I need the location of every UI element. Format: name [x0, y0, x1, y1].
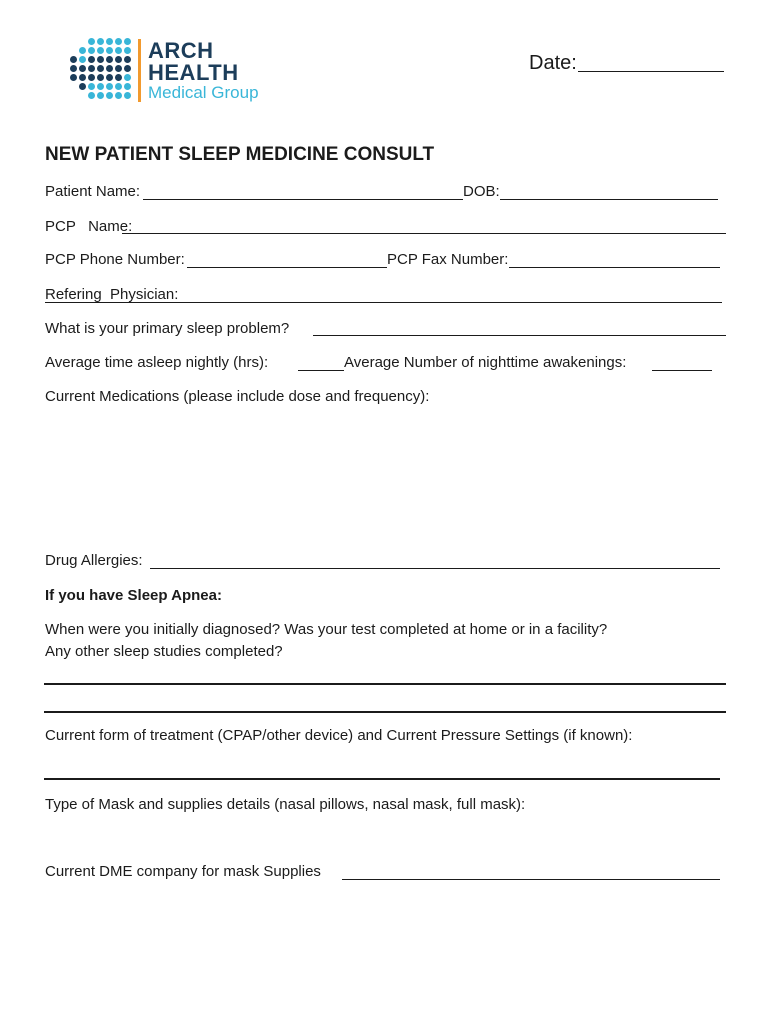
- dob-field[interactable]: [500, 199, 718, 200]
- logo-subtitle: Medical Group: [148, 83, 259, 102]
- pcp-phone-field[interactable]: [187, 267, 387, 268]
- logo-dot: [88, 65, 95, 72]
- drug-allergies-label: Drug Allergies:: [45, 552, 143, 569]
- logo-dot: [88, 92, 95, 99]
- diagnosed-question: When were you initially diagnosed? Was your test completed at home or in a facility?: [45, 621, 608, 638]
- logo-dot: [79, 56, 86, 63]
- avg-sleep-field[interactable]: [298, 370, 344, 371]
- pcp-fax-field[interactable]: [509, 267, 720, 268]
- logo-dot: [106, 74, 113, 81]
- logo-dot: [115, 56, 122, 63]
- logo-dot: [97, 56, 104, 63]
- logo-dot: [115, 38, 122, 45]
- dme-label: Current DME company for mask Supplies: [45, 863, 321, 880]
- logo-dot: [70, 92, 77, 99]
- logo-dot: [79, 83, 86, 90]
- patient-name-field[interactable]: [143, 199, 463, 200]
- logo-dot: [70, 47, 77, 54]
- logo-dot: [124, 56, 131, 63]
- logo-dot: [115, 92, 122, 99]
- logo-dot: [79, 38, 86, 45]
- logo-dot: [79, 65, 86, 72]
- avg-sleep-label: Average time asleep nightly (hrs):: [45, 354, 269, 371]
- logo-dot: [97, 83, 104, 90]
- treatment-answer-line[interactable]: [44, 778, 720, 780]
- logo-dot: [124, 92, 131, 99]
- logo-dot: [97, 74, 104, 81]
- logo-dot: [88, 47, 95, 54]
- logo-word-arch: ARCH: [148, 38, 214, 63]
- pcp-name-field[interactable]: [122, 233, 726, 234]
- date-field[interactable]: [578, 71, 724, 72]
- logo-dot: [88, 83, 95, 90]
- medications-label: Current Medications (please include dose and frequency):: [45, 388, 430, 405]
- page-title: NEW PATIENT SLEEP MEDICINE CONSULT: [45, 144, 435, 165]
- referring-physician-label: Refering Physician:: [45, 286, 179, 303]
- logo-dot: [106, 56, 113, 63]
- logo-dot: [97, 47, 104, 54]
- avg-awakenings-field[interactable]: [652, 370, 712, 371]
- logo-dot-grid-icon: [70, 38, 134, 104]
- logo-dot: [106, 92, 113, 99]
- logo-dot: [106, 47, 113, 54]
- logo-dot: [115, 47, 122, 54]
- logo-dot: [106, 38, 113, 45]
- avg-awakenings-label: Average Number of nighttime awakenings:: [344, 354, 627, 371]
- logo-dot: [124, 65, 131, 72]
- treatment-label: Current form of treatment (CPAP/other device) and Current Pressure Settings (if known):: [45, 727, 633, 744]
- logo-dot: [97, 92, 104, 99]
- apnea-section-heading: If you have Sleep Apnea:: [45, 587, 222, 604]
- referring-physician-field[interactable]: [45, 302, 722, 303]
- logo-dot: [124, 83, 131, 90]
- logo-dot: [70, 38, 77, 45]
- mask-label: Type of Mask and supplies details (nasal pillows, nasal mask, full mask):: [45, 796, 526, 813]
- logo-dot: [79, 47, 86, 54]
- pcp-fax-label: PCP Fax Number:: [387, 251, 509, 268]
- logo-dot: [70, 74, 77, 81]
- date-label: Date:: [529, 52, 577, 74]
- logo-dot: [88, 74, 95, 81]
- logo-dot: [115, 65, 122, 72]
- logo-dot: [106, 65, 113, 72]
- logo-dot: [70, 56, 77, 63]
- logo-dot: [124, 47, 131, 54]
- logo-dot: [88, 38, 95, 45]
- drug-allergies-field[interactable]: [150, 568, 720, 569]
- dob-label: DOB:: [463, 183, 500, 200]
- logo-dot: [97, 65, 104, 72]
- logo-dot: [79, 74, 86, 81]
- logo-dot: [70, 65, 77, 72]
- mask-answer-area[interactable]: [45, 818, 722, 858]
- patient-name-label: Patient Name:: [45, 183, 141, 200]
- pcp-phone-label: PCP Phone Number:: [45, 251, 185, 268]
- diagnosis-answer-line-2[interactable]: [44, 711, 726, 713]
- medications-area[interactable]: [45, 410, 722, 540]
- logo-dot: [124, 38, 131, 45]
- logo-dot: [115, 74, 122, 81]
- logo-dot: [79, 92, 86, 99]
- arch-health-logo: [70, 38, 270, 108]
- logo-dot: [97, 38, 104, 45]
- logo-dot: [106, 83, 113, 90]
- dme-field[interactable]: [342, 879, 720, 880]
- primary-problem-field[interactable]: [313, 335, 726, 336]
- primary-problem-label: What is your primary sleep problem?: [45, 320, 290, 337]
- pcp-name-label: PCP Name:: [45, 218, 133, 235]
- diagnosis-answer-line-1[interactable]: [44, 683, 726, 685]
- logo-dot: [70, 83, 77, 90]
- logo-dot: [124, 74, 131, 81]
- other-studies-question: Any other sleep studies completed?: [45, 643, 283, 660]
- logo-divider: [138, 39, 141, 102]
- logo-dot: [88, 56, 95, 63]
- logo-dot: [115, 83, 122, 90]
- logo-word-health: HEALTH: [148, 60, 239, 85]
